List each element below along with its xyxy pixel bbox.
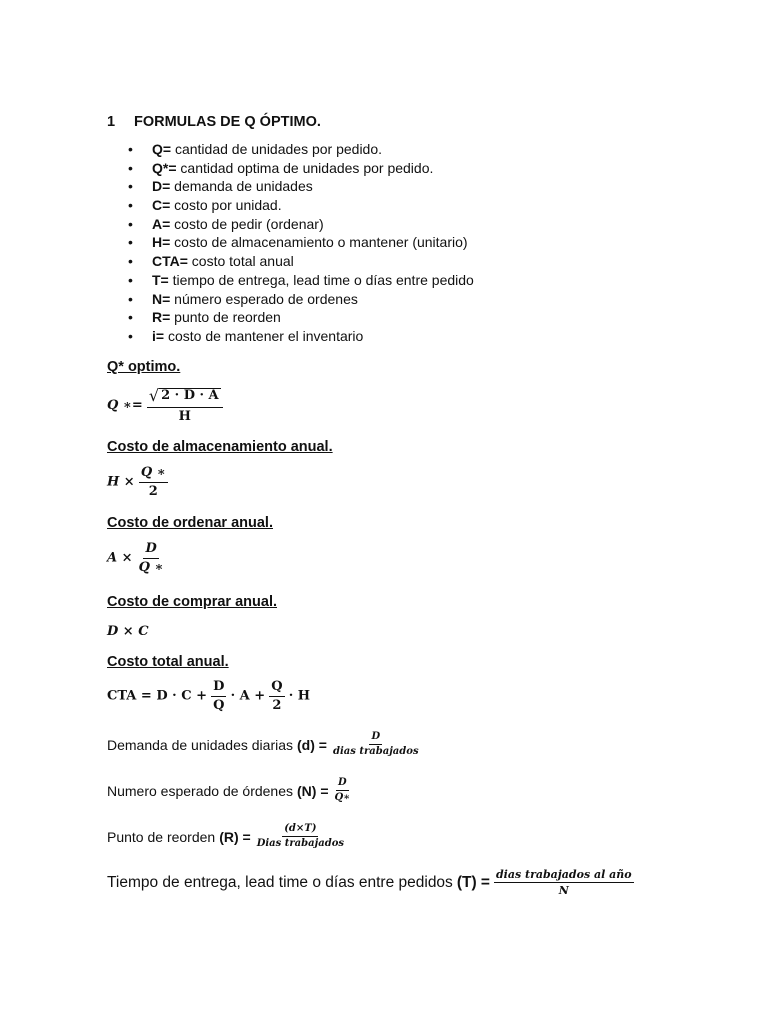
definition-symbol: N=	[152, 290, 171, 307]
bullet-icon: •	[128, 141, 133, 157]
definition-text: cantidad optima de unidades por pedido.	[176, 159, 434, 176]
definition-text: cantidad de unidades por pedido.	[171, 141, 383, 157]
formula-almacenamiento: H × $\frac{Q ∗}{2}$	[107, 465, 166, 499]
definition-text: costo total anual	[187, 253, 294, 270]
definition-item	[128, 271, 474, 290]
bullet-icon: •	[128, 271, 133, 288]
definition-text: costo de almacenamiento o mantener (unitario)	[170, 234, 468, 251]
formula-q-optimo	[107, 388, 223, 423]
definition-text: número esperado de ordenes	[170, 290, 358, 307]
section-almacenamiento: Costo de almacenamiento anual.	[107, 439, 333, 455]
definition-item	[128, 215, 474, 234]
formula-q-lhs: Q ∗=	[107, 398, 143, 414]
formula-numero-ordenes: Numero esperado de órdenes (N) = $\frac{D}{Q∗}$	[107, 777, 351, 803]
formula-demanda-diaria: Demanda de unidades diarias (d) = D dias trabajados	[107, 731, 419, 757]
definition-text: demanda de unidades	[170, 178, 313, 195]
bullet-icon: •	[128, 290, 133, 307]
definition-symbol: H=	[152, 234, 171, 251]
definition-item	[128, 177, 474, 196]
definition-item	[128, 252, 474, 271]
definition-item	[128, 308, 474, 327]
definition-symbol: CTA=	[152, 253, 188, 270]
bullet-icon: •	[128, 327, 133, 344]
definition-text: costo de pedir (ordenar)	[170, 215, 324, 232]
definition-item	[128, 140, 474, 159]
section-total: Costo total anual.	[107, 654, 229, 670]
definition-text: costo por unidad.	[170, 197, 282, 214]
sqrt-symbol: √ 2 · D · A	[148, 386, 219, 405]
definition-item	[128, 196, 474, 215]
heading-title: FORMULAS DE Q ÓPTIMO.	[134, 114, 321, 130]
formula-punto-reorden: Punto de reorden (R) = (d×T) Dias trabajados	[107, 823, 344, 849]
bullet-icon: •	[128, 234, 133, 251]
section-heading	[107, 114, 321, 130]
definition-text: punto de reorden	[170, 309, 281, 326]
definition-item	[128, 233, 474, 252]
definition-symbol: C=	[152, 197, 171, 214]
formula-tiempo-entrega: Tiempo de entrega, lead time o días entre pedidos (T) = dias trabajados al año N	[107, 868, 632, 898]
definition-symbol: Q=	[152, 141, 172, 157]
bullet-icon: •	[128, 178, 133, 195]
bullet-icon: •	[128, 197, 133, 214]
bullet-icon: •	[128, 159, 133, 176]
definition-item	[128, 327, 474, 346]
formula-ordenar: A × $\frac{D}{Q ∗}$	[107, 541, 164, 575]
bullet-icon: •	[128, 253, 133, 270]
definition-text: costo de mantener el inventario	[164, 327, 364, 344]
definition-text: tiempo de entrega, lead time o días entre pedido	[168, 271, 474, 288]
formula-cta: CTA = D · C + $\frac{D}{Q}$ · A + $\frac{Q}{2}$ · H	[107, 679, 311, 713]
definition-item	[128, 290, 474, 309]
definition-symbol: A=	[152, 215, 171, 232]
definition-symbol: R=	[152, 309, 171, 326]
bullet-icon: •	[128, 215, 133, 232]
definition-symbol: T=	[152, 271, 169, 288]
heading-number: 1	[107, 114, 116, 130]
definition-symbol: D=	[152, 178, 171, 195]
section-ordenar: Costo de ordenar anual.	[107, 515, 273, 531]
definition-symbol: i=	[152, 327, 165, 344]
bullet-icon: •	[128, 309, 133, 326]
definition-symbol: Q*=	[152, 159, 177, 176]
section-comprar: Costo de comprar anual.	[107, 594, 278, 610]
formula-comprar: D × C	[107, 624, 149, 639]
fraction-q: √ 2 · D · A H	[147, 388, 223, 423]
definition-item	[128, 159, 474, 178]
definitions-list	[128, 140, 474, 346]
section-q-optimo: Q* optimo.	[107, 359, 181, 375]
